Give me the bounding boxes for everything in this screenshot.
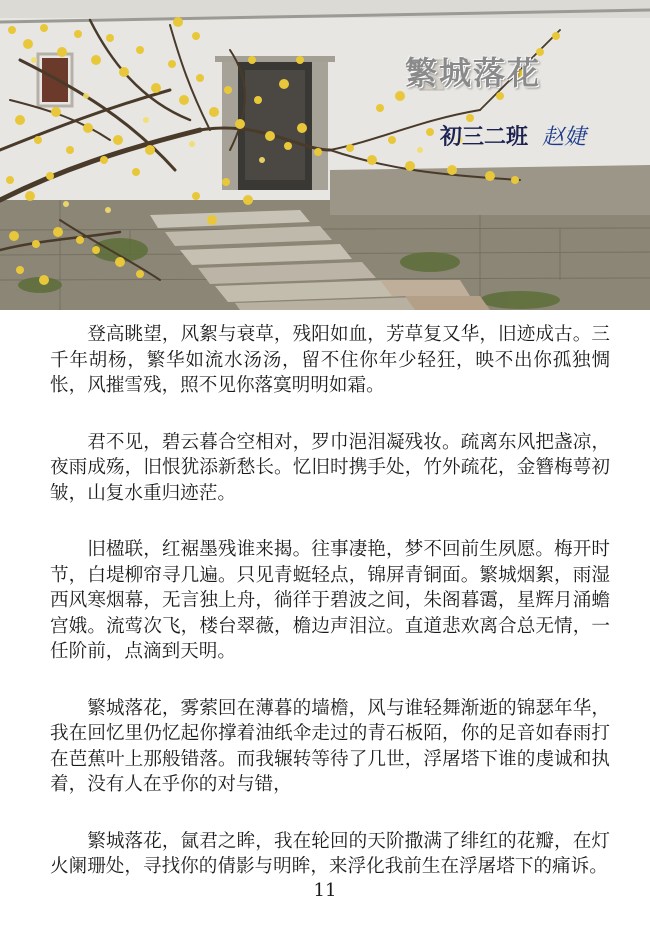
paragraph: 登高眺望，风絮与衰草，残阳如血，芳草复又华，旧迹成古。三千年胡杨，繁华如流水汤汤，留不住你年少轻狂，映不出你孤独惆怅，风摧雪残，照不见你落寞明明如霜。: [50, 324, 610, 396]
byline: [440, 120, 586, 151]
paragraph: 繁城落花，氤君之眸，我在轮回的天阶撒满了绯红的花瓣，在灯火阑珊处，寻找你的倩影与明眸，来浮化我前生在浮屠塔下的痛诉。: [50, 830, 610, 877]
courtyard-plum-blossom-image: [0, 0, 650, 310]
page-number: 11: [313, 880, 337, 901]
header-photo: [0, 0, 650, 310]
article-title: 繁城落花: [405, 54, 542, 92]
paragraph: 旧楹联，红裾墨残谁来揭。往事凄艳，梦不回前生夙愿。梅开时节，白堤柳帘寻几遍。只见青蜓轻点，锦屏青铜面。繁城烟絮，雨湿西风寒烟幕，无言独上舟，徜徉于碧波之间，朱阁暮霭，星辉月涌蟾宫娥。流莺次飞，楼台翠薇，檐边声泪泣。直道悲欢离合总无情，一任阶前，点滴到天明。: [50, 539, 610, 662]
paragraph: 君不见，碧云暮合空相对，罗巾浥泪凝残妆。疏离东风把盏凉，夜雨成殇，旧恨犹添新愁长。忆旧时携手处，竹外疏花，金簪梅萼初皱，山复水重归迹茫。: [50, 431, 610, 504]
author-name: 赵婕: [542, 125, 587, 150]
article-body: [50, 322, 610, 911]
class-name: 初三二班: [440, 124, 529, 150]
paragraph: 繁城落花，雾萦回在薄暮的墙檐，风与谁轻舞渐逝的锦瑟年华，我在回忆里仍忆起你撑着油纸伞走过的青石板陌，你的足音如春雨打在芭蕉叶上那般错落。而我辗转等待了几世，浮屠塔下谁的虔诚和执着，没有人在乎你的对与错，: [50, 697, 610, 795]
